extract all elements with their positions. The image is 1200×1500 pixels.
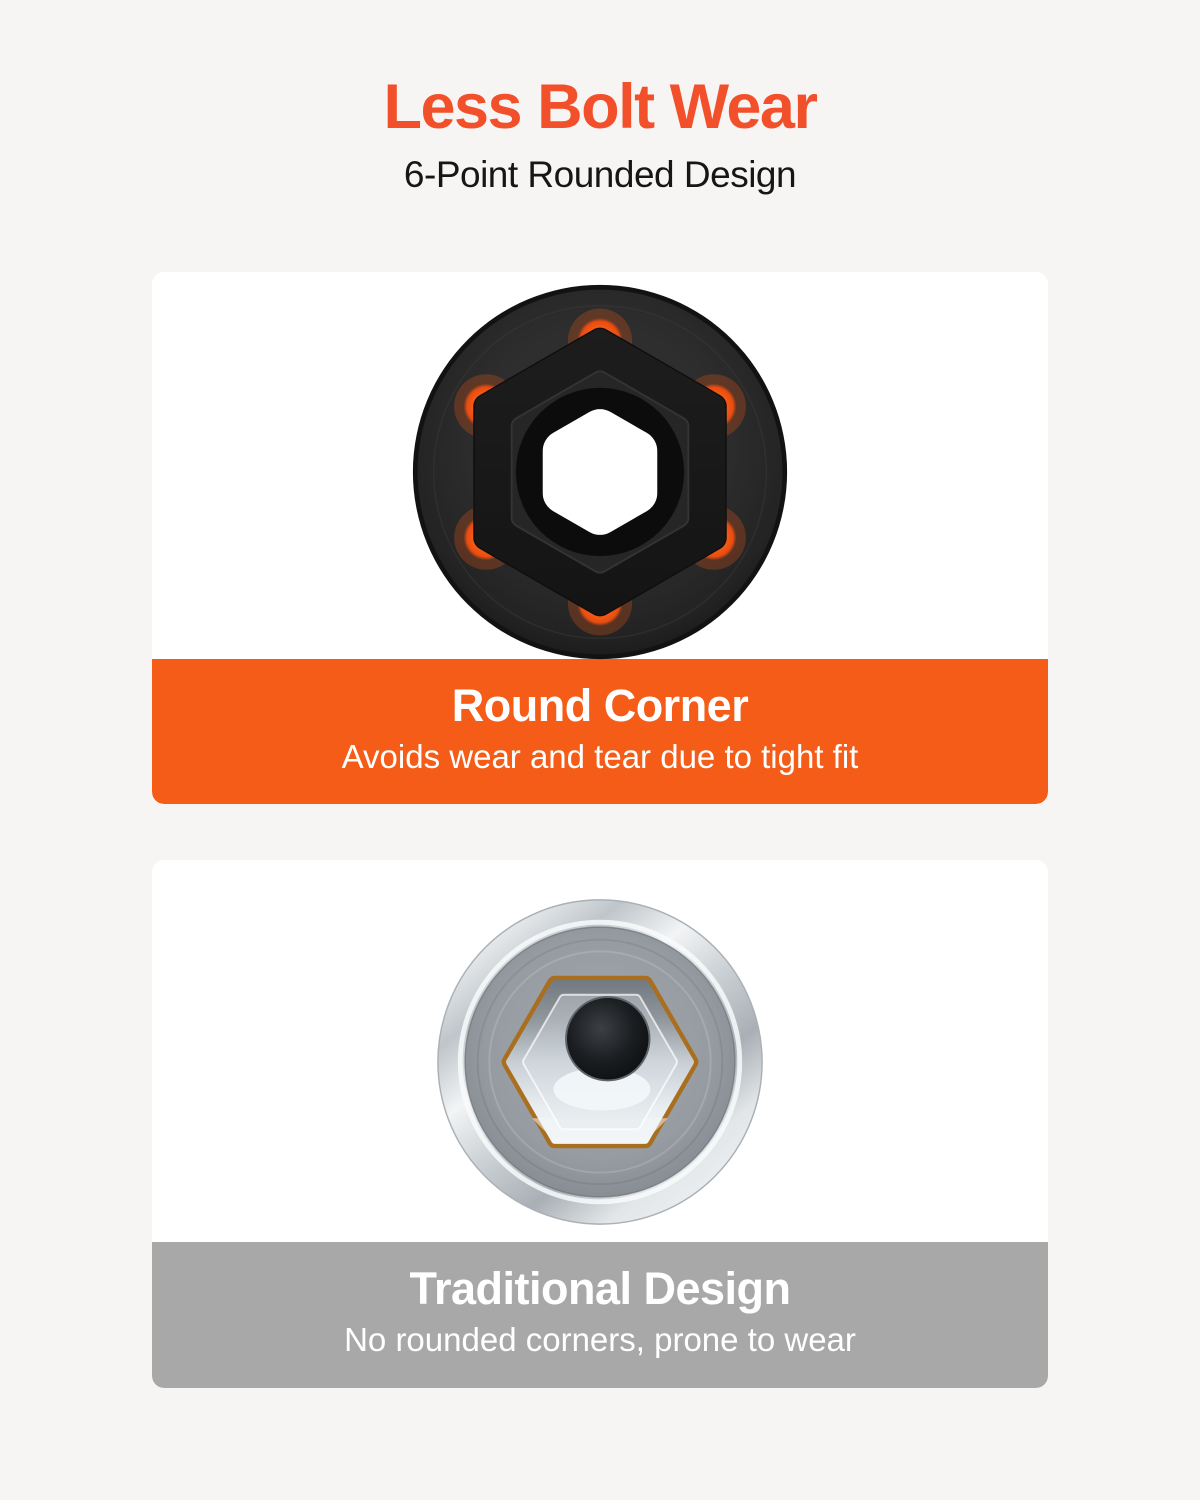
page-subtitle: 6-Point Rounded Design: [403, 154, 797, 196]
round-corner-card: [152, 272, 1048, 804]
rounded-socket-image: [411, 283, 789, 661]
traditional-socket-image: [435, 897, 765, 1227]
banner-title: Traditional Design: [409, 1263, 791, 1314]
banner-subtitle: No rounded corners, prone to wear: [344, 1320, 856, 1358]
banner-title: Round Corner: [451, 680, 749, 731]
page-title: Less Bolt Wear: [383, 72, 817, 142]
header: [0, 0, 1200, 196]
banner-subtitle: Avoids wear and tear due to tight fit: [341, 737, 859, 775]
round-corner-banner: [152, 659, 1048, 804]
traditional-banner: [152, 1242, 1048, 1388]
traditional-card: [152, 860, 1048, 1388]
